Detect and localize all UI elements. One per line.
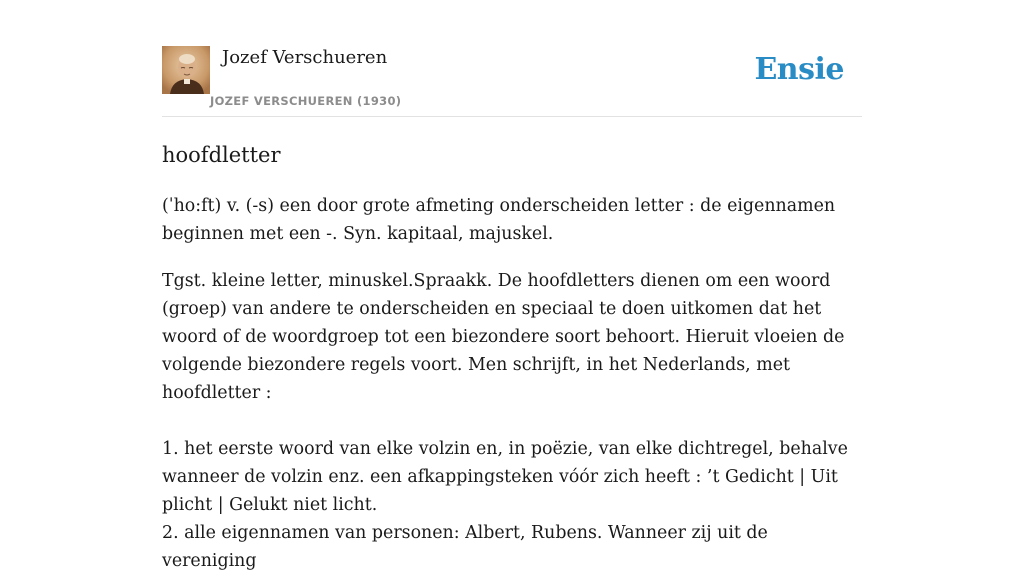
entry-title: hoofdletter bbox=[162, 143, 281, 167]
rule-item: 2. alle eigennamen van personen: Albert, Rubens. Wanneer zij uit de vereniging bbox=[162, 523, 768, 571]
author-name[interactable]: Jozef Verschueren bbox=[222, 47, 388, 68]
author-avatar[interactable] bbox=[162, 46, 210, 94]
rule-item: 1. het eerste woord van elke volzin en, in poëzie, van elke dichtregel, behalve wanneer de volzin enz. een afkappingsteken vóór zich heeft : ’t Gedicht | Uit plicht | Gelukt niet licht. bbox=[162, 439, 848, 515]
entry-definition: (ˈho:ft) v. (-s) een door grote afmeting onderscheiden letter : de eigennamen beginnen met een -. Syn. kapitaal, majuskel. bbox=[162, 196, 836, 244]
entry-header bbox=[162, 46, 862, 117]
ensie-logo[interactable]: Ensie bbox=[754, 52, 844, 87]
entry-content bbox=[162, 192, 862, 575]
author-portrait-image bbox=[162, 46, 210, 94]
entry-paragraph: Tgst. kleine letter, minuskel.Spraakk. De hoofdletters dienen om een woord (groep) van andere te onderscheiden en speciaal te doen uitkomen dat het woord of de woordgroep tot een biezondere soort behoort. Hieruit vloeien de volgende biezondere regels voort. Men schrijft, in het Nederlands, met hoofdletter : bbox=[162, 271, 845, 403]
author-source: JOZEF VERSCHUEREN (1930) bbox=[210, 94, 402, 108]
paragraph-spacer bbox=[162, 407, 862, 435]
